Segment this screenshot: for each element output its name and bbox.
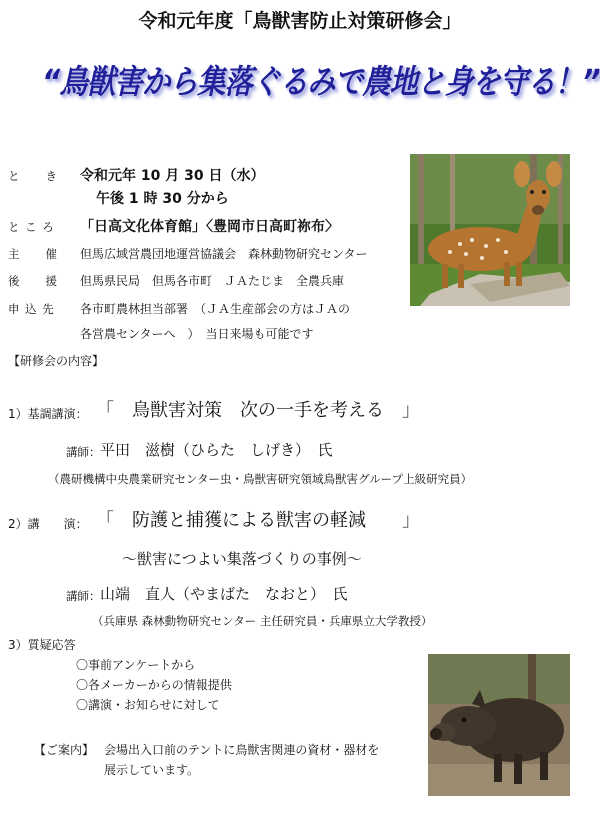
lecture2-title: 「 防護と捕獲による獣害の軽減 」 <box>96 510 420 531</box>
time-value: 午後 1 時 30 分から <box>96 191 229 207</box>
lecture2-lecturer-label: 講師： <box>66 589 101 603</box>
lecture2-affiliation: （兵庫県 森林動物研究センター 主任研究員・兵庫県立大学教授） <box>92 614 433 628</box>
event-header: 令和元年度「鳥獣害防止対策研修会」 <box>138 10 462 32</box>
deer-photo <box>410 154 570 306</box>
organizer-value: 但馬広域営農団地運営協議会 森林動物研究センター <box>80 247 368 261</box>
date-label: と き <box>8 169 58 183</box>
contents-heading: 【研修会の内容】 <box>8 354 105 368</box>
application-value-2: 各営農センターへ ） 当日来場も可能です <box>80 327 314 341</box>
notice-text: 会場出入口前のテントに鳥獣害関連の資材・器材を <box>104 743 380 757</box>
deer-illustration <box>410 154 570 306</box>
wild-boar-photo <box>428 654 570 796</box>
qa-item: 〇事前アンケートから <box>76 658 196 672</box>
boar-illustration <box>428 654 570 796</box>
lecture2-number: 2）講 演： <box>8 517 88 531</box>
lecture1-affiliation: （農研機構中央農業研究センター虫・鳥獣害研究領域鳥獣害グループ上級研究員） <box>48 472 473 486</box>
lecture1-lecturer-name: 平田 滋樹（ひらた しげき） 氏 <box>100 441 333 459</box>
lecture2-lecturer-name: 山端 直人（やまばた なおと） 氏 <box>100 585 348 603</box>
qa-number: 3）質疑応答 <box>8 638 76 652</box>
lecture1-lecturer-label: 講師： <box>66 445 101 459</box>
venue-label: と こ ろ <box>8 220 55 234</box>
lecture2-subtitle: ～獣害につよい集落づくりの事例～ <box>122 550 362 568</box>
notice-label: 【ご案内】 <box>34 743 95 757</box>
date-value: 令和元年 10 月 30 日（水） <box>80 168 265 184</box>
qa-item: 〇各メーカーからの情報提供 <box>76 678 232 692</box>
qa-item: 〇講演・お知らせに対して <box>76 698 220 712</box>
application-value: 各市町農林担当部署 （ＪＡ生産部会の方はＪＡの <box>80 302 351 316</box>
supporter-label: 後 援 <box>8 274 58 288</box>
venue-value: 「日高文化体育館」〈豊岡市日高町祢布〉 <box>80 219 339 235</box>
lecture1-number: 1）基調講演： <box>8 407 88 421</box>
supporter-value: 但馬県民局 但馬各市町 ＪＡたじま 全農兵庫 <box>80 274 345 288</box>
slogan: “鳥獣害から集落ぐるみで農地と身を守る！” <box>42 62 600 101</box>
application-label: 申 込 先 <box>8 302 55 316</box>
organizer-label: 主 催 <box>8 247 58 261</box>
notice-text-2: 展示しています。 <box>104 763 200 777</box>
lecture1-title: 「 鳥獣害対策 次の一手を考える 」 <box>96 400 420 421</box>
